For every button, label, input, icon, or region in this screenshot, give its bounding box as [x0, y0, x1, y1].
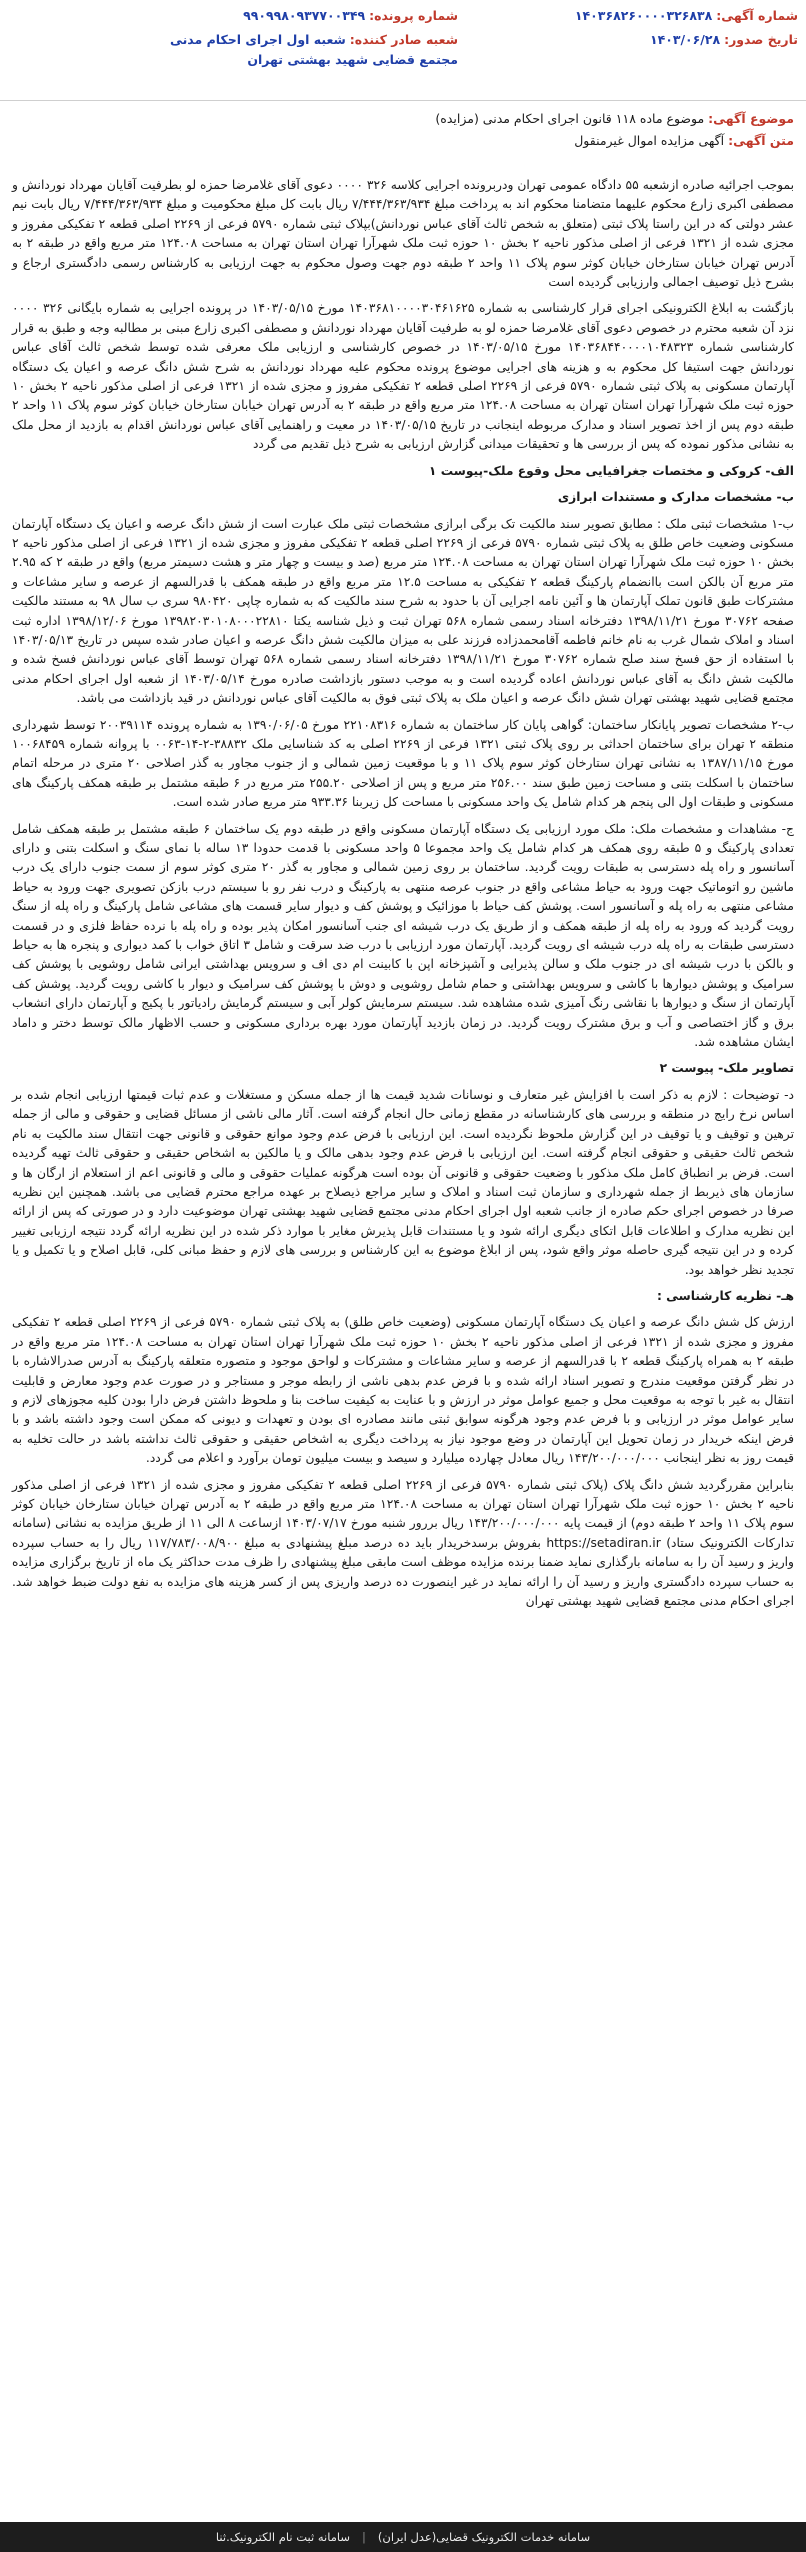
heading-property-images: تصاویر ملک- پیوست ۲: [659, 1061, 794, 1076]
subject-row: [12, 108, 794, 130]
ad-number-row: [575, 6, 798, 26]
paragraph-auction-terms: بنابراین مقررگردید شش دانگ پلاک (پلاک ثبتی شماره ۵۷۹۰ فرعی از ۲۲۶۹ اصلی قطعه ۲ تفکیکی مفروز و مجزی شده از ۱۳۲۱ فرعی از اصلی مذکور ناحیه ۲ بخش ۱۰ حوزه ثبت ملک شهرآرا تهران استان تهران به مساحت ۱۲۴.۰۸ متر مربع واقع در طبقه ۲ به آدرس تهران خیابان ستارخان خیابان کوثر سوم پلاک ۱۱ واحد ۲ طبقه دوم) از قیمت پایه ۱۴۳/۲۰۰/۰۰۰/۰۰۰ ریال بررور شنبه مورخ ۱۴۰۳/۰۷/۱۷ ازساعت ۸ الی ۱۱ از طریق مزایده به نشانی (سامانه تدارکات الکترونیک ستاد) https://setadiran.ir بفروش برسدخریدار باید ده درصد مبلغ پیشنهادی به مبلغ ۱۱۷/۷۸۳/۰۰۸/۹۰۰ ریال را به حساب سپرده واریز و رسید آن را به سامانه بارگذاری نماید ضمنا برنده مزایده موظف است مابقی مبلغ پیشنهادی را ظرف مدت حداکثر یک ماه از تاریخ برگزاری مزایده به حساب سپرده دادگستری واریز و رسید آن را ارائه نماید در غیر اینصورت ده درصد واریزی پس از کسر هزینه های مزایده به نفع دولت ضبط خواهد شد. اجرای احکام مدنی مجتمع قضایی شهید بهشتی تهران: [12, 1477, 795, 1609]
subject: موضوع ماده ۱۱۸ قانون اجرای احکام مدنی (مزایده): [435, 111, 705, 126]
paragraph-observations: ج- مشاهدات و مشخصات ملک: ملک مورد ارزیابی یک دستگاه آپارتمان مسکونی واقع در طبقه دوم یک ساختمان ۶ طبقه مشتمل بر طبقه همکف شامل تعدادی پارکینگ و ۵ طبقه روی همکف هر کدام شامل یک واحد مجموعا ۵ واحد مسکونی با قدمت حدودا ۱۳ ساله با نمای سنگ و اسکلت بتنی و دارای آسانسور و راه پله دسترسی به طبقات رویت گردید. ساختمان بر روی زمین شمالی و مجاور به گذر ۲۰ متری کوثر سوم از سمت جنوب دارای یک درب ماشین رو اتوماتیک جهت ورود به حیاط مشاعی واقع در جنوب عرصه منتهی به پارکینگ و درب نفر رو با سیستم درب بازکن تصویری جهت ورود به حیاط مشاعی منتهی به راه پله و آسانسور است. پوشش کف حیاط با موزائیک و پوشش کف و دیوار سایر قسمت های مشاعی شامل پارکینگ و راه پله از سنگ رویت گردید که ورود به راه پله از طبقه همکف و از طریق یک درب شیشه ای جنب آسانسور امکان پذیر بوده و راه پله با نرده حفاظ فلزی و در قسمت دسترسی طبقات به راه پله درب شیشه ای رویت گردید. آپارتمان مورد ارزیابی با درب ضد سرقت و شامل ۳ اتاق خواب با کمد دیواری و پنجره ها به حیاط و بالکن با درب شیشه ای در جنوب ملک و سالن پذیرایی و آشپزخانه اپن با کابینت ام دی اف و سرویس بهداشتی ایرانی شامل روشویی با پوشش کف سرامیک و پوشش دیوارها با کاشی و سرویس بهداشتی و حمام شامل روشویی و دوش با پوشش کف سرامیک و دیوار با کاشی رویت گردید. پوشش کف آپارتمان از سنگ و دیوارها با نقاشی رنگ آمیزی شده مشاهده شد. سیستم سرمایش کولر آبی و سیستم گرمایش رادیاتور با پکیج و آپارتمان دارای انشعاب برق و گاز اختصاصی و آب و برق مشترک رویت گردید. در زمان بازدید آپارتمان مورد بهره برداری مسکونی و حسب الاظهار مالک توسط دختر و داماد ایشان مشاهده شد.: [12, 821, 794, 1050]
issuer-row: [138, 30, 458, 70]
issue-date-label: تاریخ صدور:: [724, 32, 798, 47]
text-label: متن آگهی:: [728, 133, 794, 148]
subject-label: موضوع آگهی:: [708, 111, 794, 126]
case-number: ۹۹۰۹۹۸۰۹۳۷۷۰۰۳۴۹: [243, 8, 366, 23]
paragraph-valuation: ارزش کل شش دانگ عرصه و اعیان یک دستگاه آپارتمان مسکونی (وضعیت خاص طلق) به پلاک ثبتی شماره ۵۷۹۰ فرعی از ۲۲۶۹ اصلی قطعه ۲ تفکیکی مفروز و مجزی شده از ۱۳۲۱ فرعی از اصلی مذکور ناحیه ۲ بخش ۱۰ حوزه ثبت ملک شهرآرا تهران استان تهران به مساحت ۱۲۴.۰۸ متر مربع واقع در طبقه ۲ به همراه پارکینگ قطعه ۲ با قدرالسهم از عرصه و سایر مشاعات و مشترکات و لواحق موجود و متصوره متعلقه پارکینگ به آدرس صدرالاشاره با در نظر گرفتن موقعیت مندرج و تصویر اسناد ارائه شده و با فرض عدم بدهی ناشی از رابطه موجر و مستاجر و در صورت عدم وجود معارض و قابلیت انتقال به غیر با توجه به موقعیت محل و جمیع عوامل موثر در ارزش و با عنایت به کیفیت ساخت بنا و ملحوظ داشتن فرض دارا بودن کلیه مجوزهای لازم و سایر عوامل موثر در ارزیابی و با فرض عدم وجود هرگونه سوابق ثبتی مانند مصادره ای بودن و تعهدات و دیونی که ممکن است وجود داشته باشد و با فرض اینکه خریدار در زمان تحویل این آپارتمان در وضع موجود نیاز به پرداخت دیگری به اشخاص حقیقی و حقوقی ثالث نداشته باشد در حالت تخلیه به قیمت روز به نظر اینجانب ۱۴۳/۲۰۰/۰۰۰/۰۰۰ ریال معادل چهارده میلیارد و سیصد و بیست میلیون تومان برآورد و اعلام می گردد.: [12, 1315, 795, 1466]
footer-bar: [0, 2522, 806, 2552]
case-number-row: [243, 6, 458, 26]
paragraph-completion-certificate: ب-۲ مشخصات تصویر پایانکار ساختمان: گواهی پایان کار ساختمان به شماره ۲۲۱۰۸۳۱۶ مورخ ۱۳۹۰/۰۶/۰۵ به شماره پرونده ۲۰۰۳۹۱۱۴ توسط شهرداری منطقه ۲ تهران برای ساختمان احداثی بر روی پلاک ثبتی ۱۳۲۱ فرعی از ۲۲۶۹ اصلی به کد شناسایی ملک ۳۸۸۳۲-۲-۱۴-۰۰۶۳ با پروانه شماره ۱۰۰۶۸۴۵۹ مورخ ۱۳۸۷/۱۱/۱۵ به نشانی تهران ستارخان کوثر سوم پلاک ۱۱ و با موقعیت زمین شمالی و از جنوب مجاور به گذر اصلاحی ۲۰ متری در مرحله اتمام ساختمان با اسکلت بتنی و مساحت زمین طبق سند ۲۵۶.۰۰ متر مربع و پس از اصلاحی ۲۵۵.۲۰ متر مربع در ۶ طبقه مشتمل بر طبقه همکف پارکینگ های مسکونی و طبقات اول الی پنجم هر کدام شامل یک واحد مسکونی با مساحت کل زیربنا ۹۳۳.۳۶ متر مربع صادر شده است.: [12, 717, 795, 810]
ad-number: ۱۴۰۳۶۸۲۶۰۰۰۰۳۲۶۸۳۸: [574, 8, 713, 23]
heading-documents: ب- مشخصات مدارک و مستندات ابرازی: [557, 490, 794, 505]
footer-link-adliran[interactable]: سامانه خدمات الکترونیک قضایی(عدل ایران): [377, 2530, 591, 2544]
issue-date-row: [650, 30, 798, 50]
footer-separator: |: [362, 2530, 366, 2544]
footer-link-sana[interactable]: سامانه ثبت نام الکترونیک.ثنا: [215, 2530, 351, 2544]
heading-expert-opinion: هـ- نظریه کارشناسی :: [656, 1288, 794, 1303]
header-divider: [0, 100, 806, 101]
paragraph-registration-details: ب-۱ مشخصات ثبتی ملک : مطابق تصویر سند مالکیت تک برگی ابرازی مشخصات ثبتی ملک عبارت است از شش دانگ عرصه و اعیان یک دستگاه آپارتمان مسکونی وضعیت خاص طلق به پلاک ثبتی شماره ۵۷۹۰ فرعی از ۲۲۶۹ اصلی قطعه ۲ تفکیکی مفروز و مجزی شده از ۱۳۲۱ فرعی از اصلی مذکور ناحیه ۲ بخش ۱۰ حوزه ثبت ملک شهرآرا تهران استان تهران به مساحت ۱۲۴.۰۸ متر مربع (صد و بیست و چهار متر و هشت دسیمتر مربع) واقع در طبقه ۲ که ۲.۹۵ متر مربع آن بالکن است باانضمام پارکینگ قطعه ۲ تفکیکی به مساحت ۱۲.۵ متر مربع واقع در طبقه همکف با قدرالسهم از عرصه و سایر مشاعات و مشترکات طبق قانون تملک آپارتمان ها و آئین نامه اجرایی آن با حدود به شرح سند مالکیت که به شماره چاپی ۹۸۰۴۲۰ سری ب سال ۹۸ به مستند مالکیت صفحه ۳۰۷۶۲ مورخ ۱۳۹۸/۱۱/۲۱ دفترخانه اسناد رسمی شماره ۵۶۸ تهران ثبت و ذیل شناسه یکتا ۱۳۹۸۲۰۳۰۱۰۸۰۰۰۲۲۸۱۰ مورخ ۱۳۹۸/۱۲/۰۶ اداره ثبت اسناد و املاک شمال غرب به نام خانم فاطمه آقامحمدزاده فرزند علی به میزان مالکیت شش دانگ عرصه و اعیان صادر شده سپس در تاریخ ۱۴۰۳/۰۵/۱۳ با استفاده از حق فسخ سند صلح شماره ۳۰۷۶۲ مورخ ۱۳۹۸/۱۱/۲۱ دفترخانه اسناد رسمی شماره ۵۶۸ تهران توسط آقای عباس نوردانش فسخ شده و مالکیت شش دانگ به آقای عباس نوردانش اعاده گردیده است و به موجب دستور بازداشت صادره مورخ ۱۴۰۳/۰۵/۱۴ از شعبه اول اجرای احکام مدنی مجتمع قضایی شهید بهشتی تهران شش دانگ عرصه و اعیان ملک به پلاک ثبتی فوق به مالکیت آقای عباس نوردانش در قید بازداشت می باشد.: [12, 516, 795, 706]
announcement-meta: [12, 108, 794, 152]
issuer-label: شعبه صادر کننده:: [349, 32, 458, 47]
announcement-body: [12, 176, 794, 1618]
issuer: شعبه اول اجرای احکام مدنی مجتمع قضایی شهید بهشتی تهران: [169, 32, 458, 67]
paragraph-expert-assignment: بازگشت به ابلاغ الکترونیکی اجرای قرار کارشناسی به شماره ۱۴۰۳۶۸۱۰۰۰۰۳۰۴۶۱۶۲۵ مورخ ۱۴۰۳/۰۵/۱۵ در پرونده اجرایی به شماره بایگانی ۳۲۶ ۰۰۰۰ نزد آن شعبه محترم در خصوص دعوی آقای غلامرضا حمزه لو به طرفیت آقایان مهرداد نوردانش و مصطفی اکبری زارع مبنی بر مطالبه وجه و طبق به قرار کارشناسی شماره ۱۴۰۳۶۸۴۴۰۰۰۰۱۰۴۸۳۲۳ مورخ ۱۴۰۳/۰۵/۱۵ در خصوص کارشناسی و ارزیابی ملک معرفی شده توسط شخص ثالث آقای عباس نوردانش جهت استیفا کل محکوم به و هزینه های اجرایی موضوع پرونده محکوم علیه مهرداد نوردانش به شرح شش دانگ عرصه و اعیان یک دستگاه آپارتمان مسکونی به پلاک ثبتی شماره ۵۷۹۰ فرعی از ۲۲۶۹ اصلی قطعه ۲ تفکیکی مفروز و مجزی شده از ۱۳۲۱ فرعی از اصلی مذکور ناحیه ۲ بخش ۱۰ حوزه ثبت ملک شهرآرا تهران استان تهران به مساحت ۱۲۴.۰۸ متر مربع واقع در طبقه ۲ به آدرس تهران خیابان ستارخان خیابان کوثر سوم پلاک ۱۱ واحد ۲ طبقه دوم پس از اخذ تصویر اسناد و مدارک مربوطه اینجانب در تاریخ ۱۴۰۳/۰۵/۱۵ در معیت و راهنمایی آقای عباس نوردانش اقدام به بازدید از محل ملک به نشانی مذکور نموده که پس از بررسی ها و تحقیقات میدانی گزارش ارزیابی به شرح ذیل تقدیم می گردد: [12, 301, 795, 452]
header: [8, 4, 798, 100]
text-row: [12, 130, 794, 152]
paragraph-execution-order: بموجب اجرائیه صادره ازشعبه ۵۵ دادگاه عمومی تهران ودربرونده اجرایی کلاسه ۳۲۶ ۰۰۰۰ دعوی آقای غلامرضا حمزه لو بطرفیت آقایان مهرداد نوردانش و مصطفی اکبری زارع محکوم علیهما متضامنا محکوم اند به پرداخت مبلغ ۷/۴۴۴/۳۶۳/۹۳۴ ریال بابت کل مبلغ محکومیت و مبلغ ۷/۴۴۴/۳۶۳/۹۳۴ ریال بابت نیم عشر دولتی که در این راستا پلاک ثبتی (متعلق به شخص ثالث آقای عباس نوردانش)بپلاک ثبتی شماره ۵۷۹۰ فرعی از ۲۲۶۹ اصلی قطعه ۲ تفکیکی مفروز و مجزی شده از ۱۳۲۱ فرعی از اصلی مذکور ناحیه ۲ بخش ۱۰ حوزه ثبت ملک شهرآرا تهران استان تهران به مساحت ۱۲۴.۰۸ متر مربع واقع در طبقه ۲ به آدرس تهران خیابان ستارخان خیابان کوثر سوم پلاک ۱۱ واحد ۲ طبقه دوم جهت وصول محکوم به جهت ارزیابی به کارشناس رسمی دادگستری ارجاع و بشرح ذیل توصیف اجمالی وارزیابی گردیده است: [12, 178, 794, 290]
paragraph-explanations: د- توضیحات : لازم به ذکر است با افزایش غیر متعارف و نوسانات شدید قیمت ها از جمله مسکن و مستغلات و عدم ثبات قیمتها ارزیابی انجام شده بر اساس نرخ رایج در منطقه و بررسی های کارشناسانه در مقطع زمانی حال انجام گرفته است. آثار مالی ناشی از مسائل قضایی و حقوقی و مالی از جمله ترهین و توقیف و یا توقیف در این گزارش ملحوظ نگردیده است. این ارزیابی با فرض عدم وجود موانع حقوقی و قانونی جهت انتقال سند مالکیت به نام شخص ثالث حقیقی و حقوقی انجام گرفته است. این ارزیابی با فرض عدم وجود بدهی مالک و یا مالکین به اشخاص حقیقی و حقوقی ثالث تهیه گردیده است. فرض بر انطباق کامل ملک مذکور با وضعیت حقوقی و قانونی آن بوده است هرگونه عملیات حقوقی و مالی و قانونی اعم از استعلام از ارگان ها و سازمان های ذیربط از جمله شهرداری و سازمان ثبت اسناد و املاک و سایر مراجع ذیصلاح بر عهده مراجع محترم قضایی می باشد. همچنین این نظریه صرفا در خصوص اجرای حکم صادره از جانب شعبه اول اجرای احکام مدنی مجتمع قضایی شهید بهشتی تهران موضوعیت دارد و در صورتی که پس از ارائه این نظریه مدارک و اطلاعات قابل اتکای دیگری ارائه شود و یا مستندات قابل پذیرش مغایر با موارد ذکر شده در این نظریه ارائه گردد نتیجه ارزیابی تغییر کرده و در این نتیجه گیری حاصله موثر واقع شود، پس از ابلاغ موضوع به این کارشناس و بررسی های لازم و حفظ مبانی کلی، قابل اصلاح و یا تکمیل و یا تجدید نظر خواهد بود.: [12, 1087, 794, 1277]
heading-location-sketch: الف- کروکی و مختصات جغرافیایی محل وقوع ملک-پیوست ۱: [428, 463, 794, 478]
case-number-label: شماره پرونده:: [369, 8, 458, 23]
issue-date: ۱۴۰۳/۰۶/۲۸: [649, 32, 721, 47]
ad-number-label: شماره آگهی:: [716, 8, 798, 23]
text-title: آگهی مزایده اموال غیرمنقول: [574, 133, 725, 148]
